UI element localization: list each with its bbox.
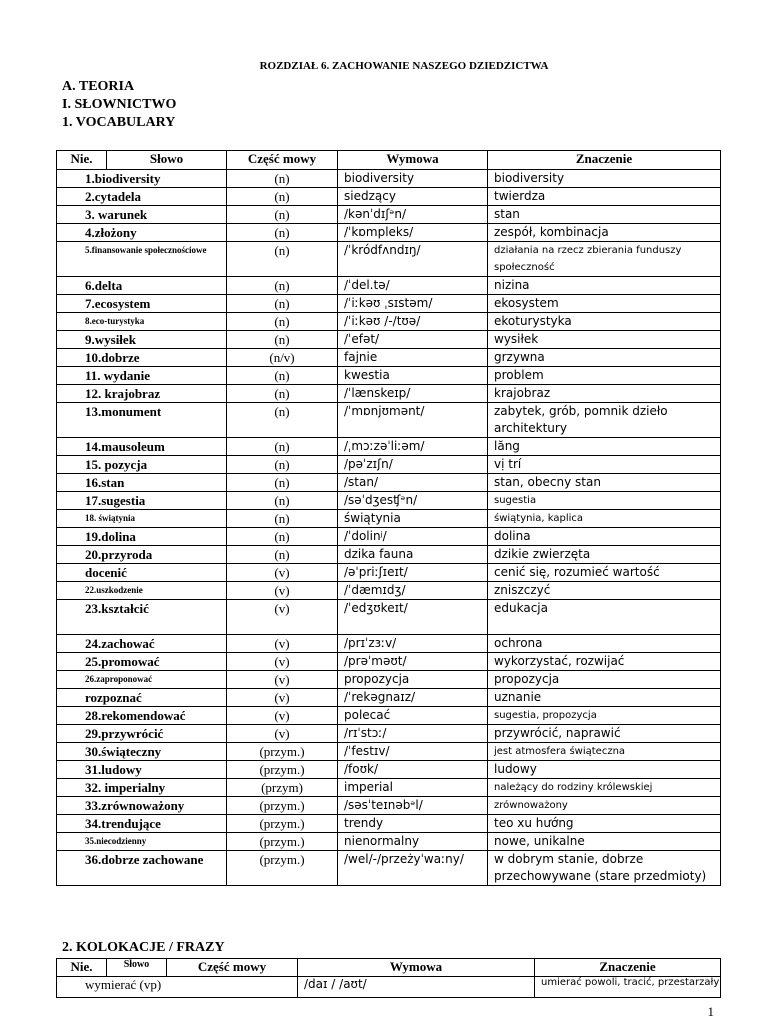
vocab-word: 18. świątynia	[57, 510, 227, 528]
chapter-title: ROZDZIAŁ 6. ZACHOWANIE NASZEGO DZIEDZICTWA	[259, 60, 549, 72]
vocabulary-row	[57, 188, 721, 206]
vocab-meaning: biodiversity	[488, 170, 721, 188]
vocab-part-of-speech: (przym.)	[227, 743, 338, 761]
vocab-part-of-speech: (n)	[227, 170, 338, 188]
vocabulary-header-row	[57, 151, 721, 170]
vocab-word: 11. wydanie	[57, 367, 227, 385]
vocab-part-of-speech: (v)	[227, 635, 338, 653]
vocabulary-row	[57, 653, 721, 671]
vocab-pronunciation: /ˈiːkəʊ ˌsɪstəm/	[338, 295, 488, 313]
coll-header-meaning: Znaczenie	[535, 959, 721, 977]
vocabulary-row	[57, 474, 721, 492]
vocab-part-of-speech: (n)	[227, 546, 338, 564]
vocab-word: 3. warunek	[57, 206, 227, 224]
vocabulary-row	[57, 242, 721, 277]
vocab-part-of-speech: (n)	[227, 403, 338, 438]
vocab-meaning: lăng	[488, 438, 721, 456]
vocab-pronunciation: propozycja	[338, 671, 488, 689]
vocabulary-row	[57, 725, 721, 743]
vocab-pronunciation: /ˈdel.tə/	[338, 277, 488, 295]
vocab-pronunciation: /foʊk/	[338, 761, 488, 779]
header-meaning: Znaczenie	[488, 151, 721, 170]
vocab-pronunciation: /kənˈdɪʃᵊn/	[338, 206, 488, 224]
vocabulary-row	[57, 313, 721, 331]
vocab-pronunciation: dzika fauna	[338, 546, 488, 564]
vocabulary-row	[57, 815, 721, 833]
vocab-pronunciation: /ˌmɔːzəˈliːəm/	[338, 438, 488, 456]
vocab-meaning: zabytek, grób, pomnik dzieło architektury	[488, 403, 721, 438]
header-word: Słowo	[107, 151, 227, 170]
vocab-part-of-speech: (n)	[227, 242, 338, 277]
vocab-meaning: krajobraz	[488, 385, 721, 403]
vocab-part-of-speech: (v)	[227, 582, 338, 600]
vocab-word: 8.eco-turystyka	[57, 313, 227, 331]
vocab-pronunciation: siedzący	[338, 188, 488, 206]
vocab-part-of-speech: (n)	[227, 492, 338, 510]
vocab-meaning: sugestia	[488, 492, 721, 510]
vocab-part-of-speech: (n)	[227, 367, 338, 385]
vocab-meaning: wysiłek	[488, 331, 721, 349]
vocab-meaning: zniszczyć	[488, 582, 721, 600]
heading-vocabulary-en: 1. VOCABULARY	[62, 115, 176, 130]
vocab-pronunciation: /stan/	[338, 474, 488, 492]
vocab-meaning: przywrócić, naprawić	[488, 725, 721, 743]
vocab-part-of-speech: (n/v)	[227, 349, 338, 367]
vocab-word: 12. krajobraz	[57, 385, 227, 403]
vocab-part-of-speech: (v)	[227, 600, 338, 635]
header-part-of-speech: Część mowy	[227, 151, 338, 170]
vocabulary-row	[57, 582, 721, 600]
vocab-meaning: zespół, kombinacja	[488, 224, 721, 242]
vocab-pronunciation: /ˈrekəgnaɪz/	[338, 689, 488, 707]
header-pronunciation: Wymowa	[338, 151, 488, 170]
vocab-pronunciation: /ˈfestɪv/	[338, 743, 488, 761]
section-collocations-title: 2. KOLOKACJE / FRAZY	[62, 940, 225, 955]
vocab-meaning: teo xu hướng	[488, 815, 721, 833]
vocab-part-of-speech: (v)	[227, 689, 338, 707]
vocab-pronunciation: polecać	[338, 707, 488, 725]
vocab-pronunciation: biodiversity	[338, 170, 488, 188]
vocab-part-of-speech: (n)	[227, 474, 338, 492]
vocab-meaning: uznanie	[488, 689, 721, 707]
vocab-word: 33.zrównoważony	[57, 797, 227, 815]
vocabulary-row	[57, 385, 721, 403]
section-headings	[62, 78, 176, 132]
vocab-word: 2.cytadela	[57, 188, 227, 206]
vocabulary-row	[57, 797, 721, 815]
vocab-meaning: ludowy	[488, 761, 721, 779]
vocab-pronunciation: trendy	[338, 815, 488, 833]
vocab-part-of-speech: (n)	[227, 206, 338, 224]
vocab-word: 35.niecodzienny	[57, 833, 227, 851]
vocab-word: 10.dobrze	[57, 349, 227, 367]
vocab-part-of-speech: (przym)	[227, 779, 338, 797]
vocab-pronunciation: świątynia	[338, 510, 488, 528]
vocab-pronunciation: /ˈefət/	[338, 331, 488, 349]
vocabulary-row	[57, 456, 721, 474]
vocabulary-row	[57, 331, 721, 349]
vocab-meaning: dzikie zwierzęta	[488, 546, 721, 564]
vocab-word: 32. imperialny	[57, 779, 227, 797]
vocabulary-row	[57, 779, 721, 797]
collocations-table	[56, 958, 721, 998]
vocab-meaning: ekosystem	[488, 295, 721, 313]
vocab-pronunciation: /pəˈzɪʃn/	[338, 456, 488, 474]
vocabulary-row	[57, 492, 721, 510]
vocab-part-of-speech: (n)	[227, 188, 338, 206]
vocabulary-row	[57, 600, 721, 635]
vocabulary-row	[57, 528, 721, 546]
vocabulary-row	[57, 564, 721, 582]
vocabulary-row	[57, 349, 721, 367]
vocab-part-of-speech: (przym.)	[227, 833, 338, 851]
vocab-pronunciation: imperial	[338, 779, 488, 797]
vocab-word: 22.uszkodzenie	[57, 582, 227, 600]
vocabulary-row	[57, 707, 721, 725]
vocabulary-row	[57, 170, 721, 188]
coll-header-part-of-speech: Część mowy	[167, 959, 298, 977]
vocab-part-of-speech: (n)	[227, 385, 338, 403]
vocabulary-row	[57, 367, 721, 385]
vocab-part-of-speech: (n)	[227, 224, 338, 242]
vocab-meaning: twierdza	[488, 188, 721, 206]
vocabulary-row	[57, 833, 721, 851]
coll-header-word: Słowo	[107, 959, 167, 977]
vocabulary-row	[57, 761, 721, 779]
vocab-part-of-speech: (przym.)	[227, 815, 338, 833]
vocab-part-of-speech: (n)	[227, 295, 338, 313]
vocab-word: 4.złożony	[57, 224, 227, 242]
vocabulary-row	[57, 851, 721, 886]
vocab-word: docenić	[57, 564, 227, 582]
vocab-part-of-speech: (v)	[227, 707, 338, 725]
vocab-part-of-speech: (v)	[227, 653, 338, 671]
vocab-meaning: świątynia, kaplica	[488, 510, 721, 528]
vocab-word: 26.zaproponować	[57, 671, 227, 689]
vocab-meaning: w dobrym stanie, dobrze przechowywane (stare przedmioty)	[488, 851, 721, 886]
vocab-meaning: cenić się, rozumieć wartość	[488, 564, 721, 582]
vocabulary-row	[57, 224, 721, 242]
vocabulary-row	[57, 671, 721, 689]
vocab-pronunciation: /ˈiːkəʊ /-/tʊə/	[338, 313, 488, 331]
vocabulary-row	[57, 510, 721, 528]
vocab-part-of-speech: (n)	[227, 510, 338, 528]
vocab-meaning: sugestia, propozycja	[488, 707, 721, 725]
vocab-pronunciation: /ˈkɒmpleks/	[338, 224, 488, 242]
vocab-part-of-speech: (przym.)	[227, 797, 338, 815]
vocabulary-row	[57, 438, 721, 456]
vocab-pronunciation: /prəˈməʊt/	[338, 653, 488, 671]
vocab-part-of-speech: (n)	[227, 331, 338, 349]
vocab-meaning: dolina	[488, 528, 721, 546]
vocabulary-row	[57, 546, 721, 564]
vocab-part-of-speech: (przym.)	[227, 851, 338, 886]
collocation-row	[57, 977, 721, 998]
vocab-pronunciation: /ˈlænskeɪp/	[338, 385, 488, 403]
vocab-meaning: działania na rzecz zbierania funduszy społeczność	[488, 242, 721, 277]
vocab-pronunciation: /əˈpriːʃɪeɪt/	[338, 564, 488, 582]
vocab-meaning: nowe, unikalne	[488, 833, 721, 851]
vocab-pronunciation: nienormalny	[338, 833, 488, 851]
vocab-pronunciation: /ˈkródfʌndɪŋ/	[338, 242, 488, 277]
collocation-meaning: umierać powoli, tracić, przestarzały	[535, 977, 721, 998]
vocab-meaning: problem	[488, 367, 721, 385]
vocabulary-row	[57, 295, 721, 313]
coll-header-no: Nie.	[57, 959, 107, 977]
vocab-word: 34.trendujące	[57, 815, 227, 833]
vocab-part-of-speech: (v)	[227, 725, 338, 743]
collocation-word: wymierać (vp)	[57, 977, 298, 998]
vocab-meaning: wykorzystać, rozwijać	[488, 653, 721, 671]
coll-header-pronunciation: Wymowa	[298, 959, 535, 977]
vocab-word: 14.mausoleum	[57, 438, 227, 456]
vocab-meaning: grzywna	[488, 349, 721, 367]
vocab-word: 17.sugestia	[57, 492, 227, 510]
vocab-word: 29.przywrócić	[57, 725, 227, 743]
vocab-meaning: stan, obecny stan	[488, 474, 721, 492]
vocab-meaning: nizina	[488, 277, 721, 295]
vocab-word: 30.świąteczny	[57, 743, 227, 761]
vocab-word: 9.wysiłek	[57, 331, 227, 349]
vocab-word: 20.przyroda	[57, 546, 227, 564]
vocab-word: 25.promować	[57, 653, 227, 671]
vocabulary-row	[57, 689, 721, 707]
vocab-meaning: vị trí	[488, 456, 721, 474]
vocab-pronunciation: /ˈmɒnjʊmənt/	[338, 403, 488, 438]
vocab-word: 16.stan	[57, 474, 227, 492]
vocabulary-row	[57, 277, 721, 295]
vocab-part-of-speech: (v)	[227, 564, 338, 582]
vocab-word: 13.monument	[57, 403, 227, 438]
vocab-pronunciation: fajnie	[338, 349, 488, 367]
vocab-part-of-speech: (n)	[227, 528, 338, 546]
vocab-word: 5.finansowanie społecznościowe	[57, 242, 227, 277]
header-no: Nie.	[57, 151, 107, 170]
vocab-pronunciation: /rɪˈstɔː/	[338, 725, 488, 743]
vocabulary-row	[57, 403, 721, 438]
collocation-pronunciation: /daɪ / /aʊt/	[298, 977, 535, 998]
vocab-pronunciation: /ˈedʒʊkeɪt/	[338, 600, 488, 635]
vocab-pronunciation: /səsˈteɪnəbᵊl/	[338, 797, 488, 815]
vocab-part-of-speech: (n)	[227, 277, 338, 295]
vocab-word: 7.ecosystem	[57, 295, 227, 313]
vocab-word: 24.zachować	[57, 635, 227, 653]
vocab-part-of-speech: (n)	[227, 456, 338, 474]
vocab-meaning: jest atmosfera świąteczna	[488, 743, 721, 761]
vocab-part-of-speech: (przym.)	[227, 761, 338, 779]
vocab-meaning: należący do rodziny królewskiej	[488, 779, 721, 797]
vocab-word: rozpoznać	[57, 689, 227, 707]
vocab-pronunciation: kwestia	[338, 367, 488, 385]
heading-vocabulary-pl: I. SŁOWNICTWO	[62, 97, 177, 112]
heading-theory: A. TEORIA	[62, 79, 135, 94]
vocabulary-row	[57, 206, 721, 224]
vocab-word: 15. pozycja	[57, 456, 227, 474]
vocabulary-row	[57, 635, 721, 653]
vocab-word: 36.dobrze zachowane	[57, 851, 227, 886]
vocab-pronunciation: /prɪˈzɜːv/	[338, 635, 488, 653]
vocab-part-of-speech: (v)	[227, 671, 338, 689]
page-number: 1	[707, 1004, 714, 1019]
vocab-pronunciation: /ˈdæmɪdʒ/	[338, 582, 488, 600]
vocabulary-row	[57, 743, 721, 761]
vocab-word: 31.ludowy	[57, 761, 227, 779]
vocab-meaning: edukacja	[488, 600, 721, 635]
vocab-word: 28.rekomendować	[57, 707, 227, 725]
vocab-part-of-speech: (n)	[227, 438, 338, 456]
vocab-word: 1.biodiversity	[57, 170, 227, 188]
vocab-pronunciation: /wel/-/przeżyˈwaːny/	[338, 851, 488, 886]
vocabulary-body	[57, 170, 721, 886]
vocabulary-table	[56, 150, 721, 886]
vocab-meaning: ekoturystyka	[488, 313, 721, 331]
vocab-word: 6.delta	[57, 277, 227, 295]
vocab-pronunciation: /səˈdʒesʧᵊn/	[338, 492, 488, 510]
vocab-pronunciation: /ˈdolinʲ/	[338, 528, 488, 546]
vocab-word: 23.kształcić	[57, 600, 227, 635]
vocab-meaning: propozycja	[488, 671, 721, 689]
vocab-meaning: zrównoważony	[488, 797, 721, 815]
vocab-part-of-speech: (n)	[227, 313, 338, 331]
vocab-word: 19.dolina	[57, 528, 227, 546]
vocab-meaning: stan	[488, 206, 721, 224]
vocab-meaning: ochrona	[488, 635, 721, 653]
collocations-header-row	[57, 959, 721, 977]
